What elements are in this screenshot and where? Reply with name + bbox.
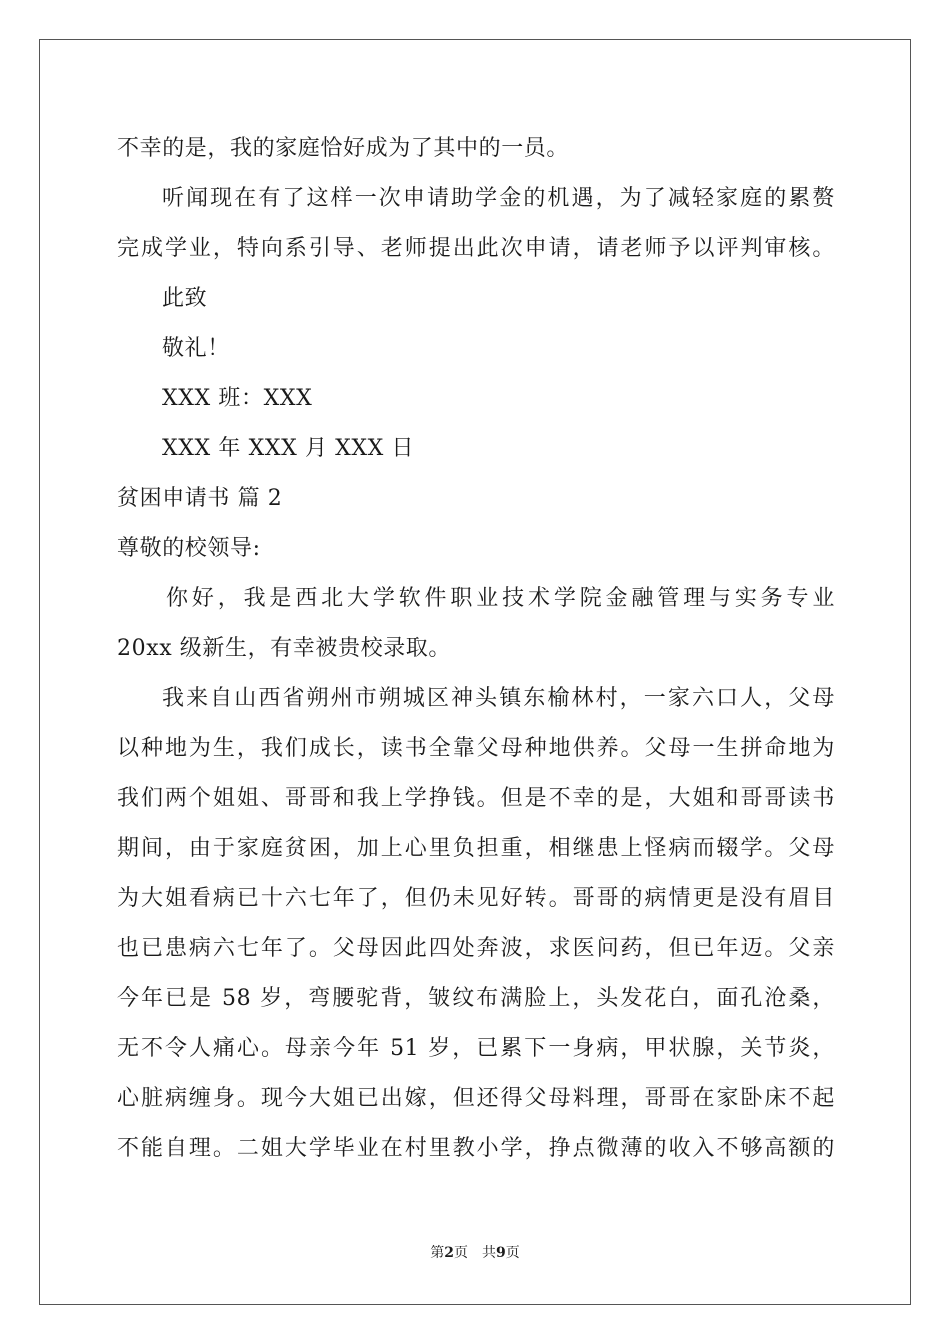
text-line: 为大姐看病已十六七年了，但仍未见好转。哥哥的病情更是没有眉目 bbox=[117, 886, 835, 911]
text-line: 心脏病缠身。现今大姐已出嫁，但还得父母料理，哥哥在家卧床不起 bbox=[117, 1086, 835, 1111]
page-total-prefix: 共 bbox=[482, 1245, 496, 1261]
text-line: 期间，由于家庭贫困，加上心里负担重，相继患上怪病而辍学。父母 bbox=[117, 836, 835, 861]
text-line: 以种地为生，我们成长，读书全靠父母种地供养。父母一生拼命地为 bbox=[117, 736, 835, 761]
text-line: 你好，我是西北大学软件职业技术学院金融管理与实务专业 bbox=[166, 586, 835, 611]
signature-class-name: XXX 班：XXX bbox=[162, 386, 313, 411]
page-total-suffix: 页 bbox=[505, 1245, 520, 1261]
page-footer bbox=[0, 1244, 950, 1262]
signature-date: XXX 年 XXX 月 XXX 日 bbox=[162, 436, 415, 461]
letter-greeting: 尊敬的校领导: bbox=[117, 536, 261, 561]
text-line: 20xx 级新生，有幸被贵校录取。 bbox=[117, 636, 452, 661]
text-line: 今年已是 58 岁，弯腰驼背，皱纹布满脸上，头发花白，面孔沧桑， bbox=[117, 986, 835, 1011]
closing-regards: 敬礼！ bbox=[162, 336, 230, 361]
page-number-current: 2 bbox=[444, 1245, 454, 1261]
text-line: 完成学业，特向系引导、老师提出此次申请，请老师予以评判审核。 bbox=[117, 236, 835, 261]
text-line: 不幸的是，我的家庭恰好成为了其中的一员。 bbox=[117, 136, 570, 161]
page-border bbox=[39, 39, 911, 1305]
page-number-total: 9 bbox=[496, 1245, 506, 1261]
text-line: 无不令人痛心。母亲今年 51 岁，已累下一身病，甲状腺，关节炎， bbox=[117, 1036, 835, 1061]
page-number-prefix: 第 bbox=[430, 1245, 445, 1261]
text-line: 我来自山西省朔州市朔城区神头镇东榆林村，一家六口人，父母 bbox=[162, 686, 835, 711]
text-line: 听闻现在有了这样一次申请助学金的机遇，为了减轻家庭的累赘 bbox=[162, 186, 835, 211]
page-number-suffix: 页 bbox=[454, 1245, 468, 1261]
text-line: 也已患病六七年了。父母因此四处奔波，求医问药，但已年迈。父亲 bbox=[117, 936, 835, 961]
closing-salutation: 此致 bbox=[162, 286, 208, 311]
section-heading: 贫困申请书 篇 2 bbox=[117, 486, 283, 511]
text-line: 我们两个姐姐、哥哥和我上学挣钱。但是不幸的是，大姐和哥哥读书 bbox=[117, 786, 835, 811]
text-line: 不能自理。二姐大学毕业在村里教小学，挣点微薄的收入不够高额的 bbox=[117, 1136, 835, 1161]
